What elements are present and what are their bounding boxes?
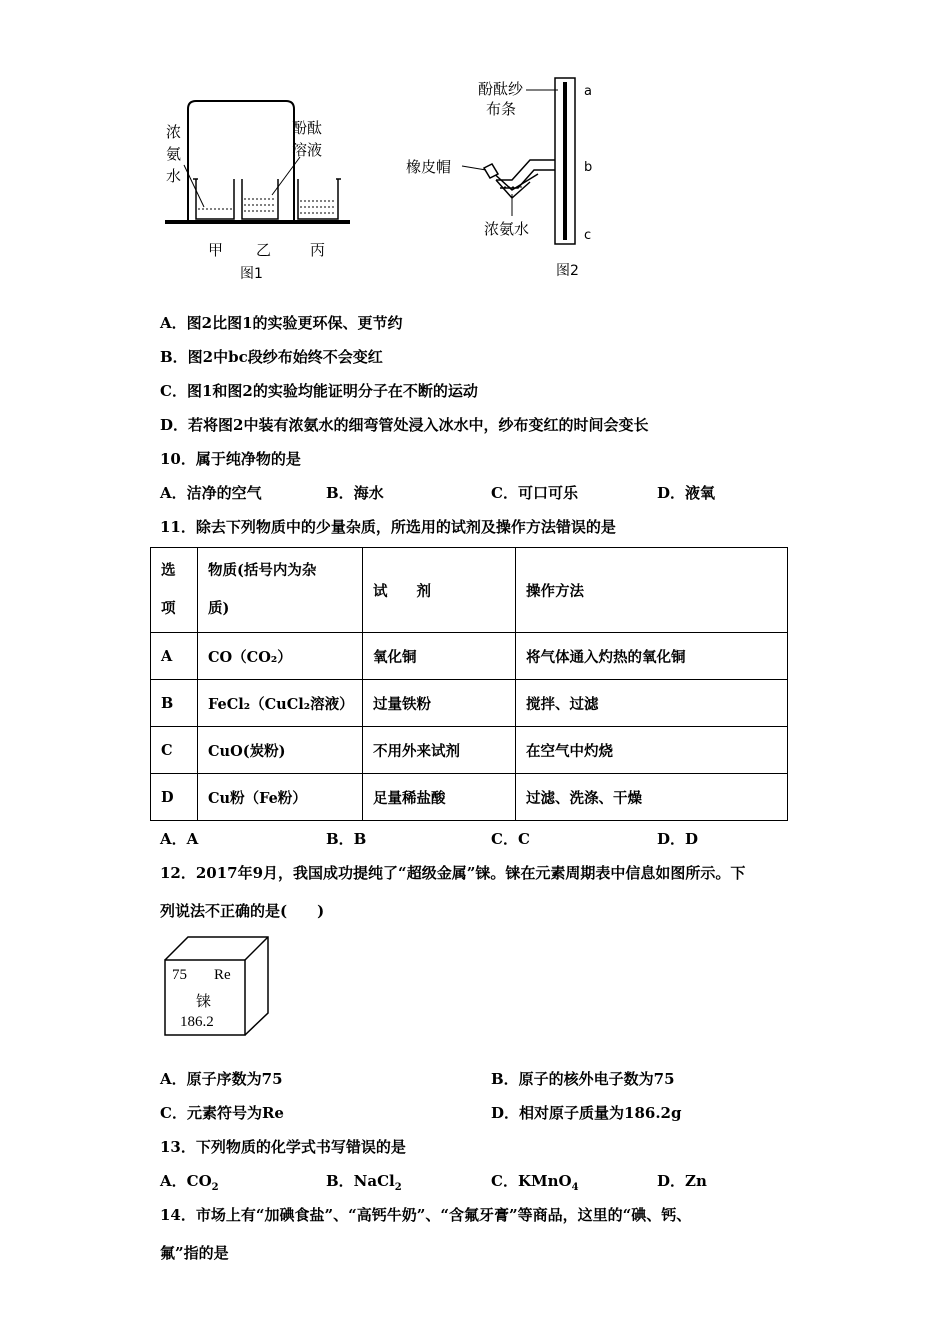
row-reagent: 过量铁粉 — [363, 680, 516, 727]
row-reagent: 氧化铜 — [363, 633, 516, 680]
header-reagent: 试 剂 — [363, 548, 516, 633]
row-method: 搅拌、过滤 — [516, 680, 788, 727]
fig2-label-ammonia: 浓氨水 — [484, 220, 530, 238]
table-row — [151, 680, 788, 727]
fig1-label-phenol-1: 酚酞 — [292, 119, 323, 137]
row-reagent: 足量稀盐酸 — [363, 774, 516, 821]
fig1-caption: 图1 — [240, 266, 263, 282]
q10-option-a: A．洁净的空气 — [160, 484, 262, 502]
q10-option-b: B．海水 — [326, 484, 384, 502]
fig1-beaker-jia: 甲 — [208, 241, 224, 259]
q11-stem: 11．除去下列物质中的少量杂质，所选用的试剂及操作方法错误的是 — [160, 518, 616, 536]
row-option: B — [151, 680, 198, 727]
q9-option-c: C．图1和图2的实验均能证明分子在不断的运动 — [160, 382, 478, 400]
fig1-label-ammonia: 浓 氨 水 — [166, 123, 182, 185]
table-row — [151, 727, 788, 774]
q9-option-b: B．图2中bc段纱布始终不会变红 — [160, 348, 383, 366]
q13-option-b: B．NaCl$_2$ — [326, 1172, 402, 1193]
fig2-point-c: c — [584, 228, 592, 243]
q13-option-c: C．KMnO$_4$ — [491, 1172, 579, 1193]
header-substance: 物质(括号内为杂 质) — [198, 548, 363, 633]
q12-stem-1: 12．2017年9月，我国成功提纯了“超级金属”铼。铼在元素周期表中信息如图所示。下 — [160, 864, 746, 882]
q10-stem: 10．属于纯净物的是 — [160, 450, 301, 468]
element-symbol: Re — [214, 967, 231, 983]
row-reagent: 不用外来试剂 — [363, 727, 516, 774]
fig2-label-gauze-2: 布条 — [486, 100, 517, 118]
header-method: 操作方法 — [516, 548, 788, 633]
q14-stem-2: 氟”指的是 — [160, 1244, 229, 1262]
element-name: 铼 — [196, 992, 212, 1010]
q13-option-d: D．Zn — [657, 1172, 707, 1190]
q10-option-c: C．可口可乐 — [491, 484, 578, 502]
row-substance: CuO(炭粉) — [198, 727, 363, 774]
q10-option-d: D．液氧 — [657, 484, 716, 502]
table-header-row — [151, 548, 788, 633]
table-row — [151, 774, 788, 821]
row-option: D — [151, 774, 198, 821]
element-mass: 186.2 — [180, 1014, 214, 1030]
fig2-label-cap: 橡皮帽 — [406, 158, 452, 176]
row-method: 将气体通入灼热的氧化铜 — [516, 633, 788, 680]
q11-option-b: B．B — [326, 830, 367, 848]
q9-option-d: D．若将图2中装有浓氨水的细弯管处浸入冰水中，纱布变红的时间会变长 — [160, 416, 649, 434]
q12-stem-2: 列说法不正确的是( ) — [160, 902, 325, 920]
q11-option-d: D．D — [657, 830, 699, 848]
q12-option-d: D．相对原子质量为186.2g — [491, 1104, 682, 1122]
fig1-beaker-bing: 丙 — [310, 241, 326, 259]
row-substance: FeCl₂（CuCl₂溶液） — [198, 680, 363, 727]
figure-1 — [160, 95, 360, 285]
row-option: C — [151, 727, 198, 774]
element-number: 75 — [172, 967, 187, 983]
fig1-label-phenol-2: 溶液 — [292, 141, 323, 159]
q12-option-a: A．原子序数为75 — [160, 1070, 283, 1088]
row-method: 过滤、洗涤、干燥 — [516, 774, 788, 821]
header-option: 选 项 — [151, 548, 198, 633]
fig2-label-gauze-1: 酚酞纱 — [478, 80, 524, 98]
row-option: A — [151, 633, 198, 680]
q9-option-a: A．图2比图1的实验更环保、更节约 — [160, 314, 403, 332]
q13-stem: 13．下列物质的化学式书写错误的是 — [160, 1138, 406, 1156]
element-card-rhenium — [160, 935, 272, 1037]
q12-option-c: C．元素符号为Re — [160, 1104, 284, 1122]
figure-2 — [400, 70, 610, 285]
q11-option-c: C．C — [491, 830, 530, 848]
q11-table — [150, 547, 788, 821]
q12-option-b: B．原子的核外电子数为75 — [491, 1070, 675, 1088]
fig2-caption: 图2 — [556, 263, 579, 279]
table-row — [151, 633, 788, 680]
fig2-point-b: b — [584, 160, 593, 175]
fig2-point-a: a — [584, 84, 592, 99]
row-substance: Cu粉（Fe粉） — [198, 774, 363, 821]
fig1-beaker-yi: 乙 — [256, 241, 272, 259]
row-method: 在空气中灼烧 — [516, 727, 788, 774]
q14-stem-1: 14．市场上有“加碘食盐”、“高钙牛奶”、“含氟牙膏”等商品，这里的“碘、钙、 — [160, 1206, 692, 1224]
element-card-frame — [160, 935, 272, 1037]
row-substance: CO（CO₂） — [198, 633, 363, 680]
q11-option-a: A．A — [160, 830, 199, 848]
q13-option-a: A．$CO_2$ — [160, 1172, 219, 1193]
